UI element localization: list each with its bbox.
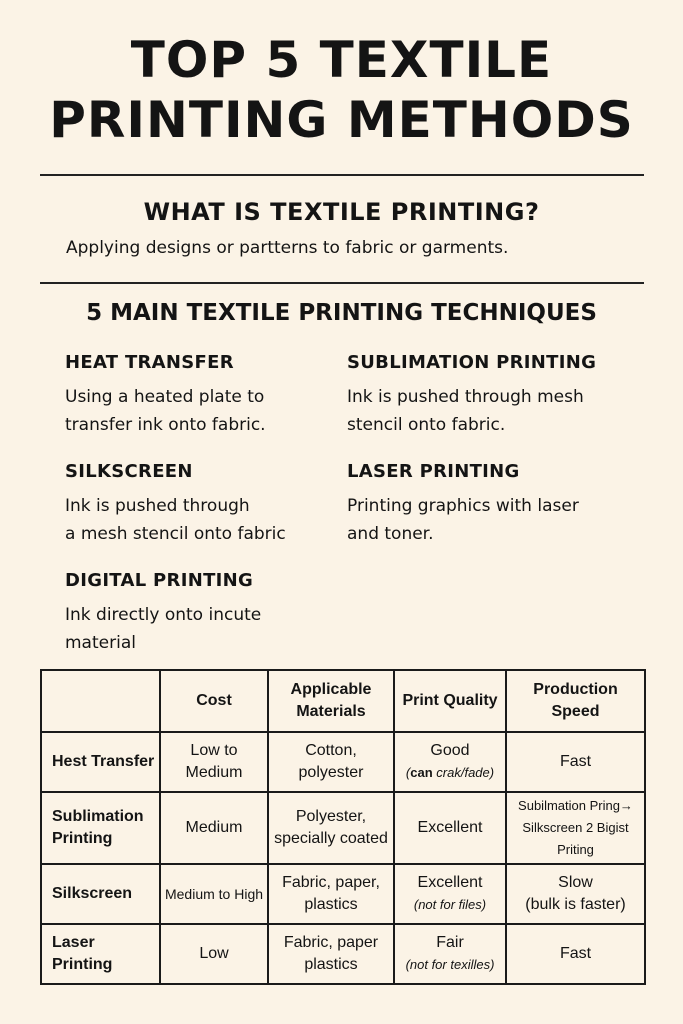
method-title: SUBLIMATION PRINTING <box>347 352 597 373</box>
cost-cell: Low <box>160 924 268 984</box>
header-cell: Print Quality <box>394 670 506 732</box>
speed-line: Subilmation Pring→ <box>518 798 633 813</box>
divider <box>40 174 644 176</box>
table-header-row <box>41 670 645 732</box>
speed-line: Silkscreen 2 Bigist Priting <box>522 820 629 857</box>
method-laser <box>347 461 647 548</box>
method-desc-line: Using a heated plate to <box>65 387 265 407</box>
method-desc-line: Ink is pushed through <box>65 496 250 516</box>
title-line-2: PRINTING METHODS <box>49 91 634 149</box>
cost-cell: Medium <box>160 792 268 864</box>
cost-cell: Low to Medium <box>160 732 268 792</box>
method-silkscreen <box>65 461 365 548</box>
method-desc-line: material <box>65 633 136 653</box>
method-title: DIGITAL PRINTING <box>65 570 254 591</box>
materials-cell: Fabric, paper plastics <box>268 924 394 984</box>
method-title: SILKSCREEN <box>65 461 193 482</box>
header-cell: Production Speed <box>506 670 645 732</box>
table-row <box>41 792 645 864</box>
quality-note-open: ( <box>405 765 411 780</box>
method-desc-line: Ink directly onto incute <box>65 605 262 625</box>
materials-cell: Polyester, specially coated <box>268 792 394 864</box>
materials-cell: Cotton, polyester <box>268 732 394 792</box>
method-desc-line: a mesh stencil onto fabric <box>65 524 286 544</box>
quality-value: Excellent <box>417 874 483 891</box>
quality-value: Fair <box>436 934 464 951</box>
quality-note-bold: can <box>410 765 433 780</box>
quality-cell <box>394 732 506 792</box>
quality-cell <box>394 864 506 924</box>
method-sublimation <box>347 352 647 439</box>
header-cell <box>41 670 160 732</box>
table-row <box>41 864 645 924</box>
speed-cell: Fast <box>506 924 645 984</box>
cost-cell: Medium to High <box>160 864 268 924</box>
method-desc-line: Ink is pushed through mesh <box>347 387 584 407</box>
intro-heading: WHAT IS TEXTILE PRINTING? <box>143 198 540 226</box>
quality-cell: Excellent <box>394 792 506 864</box>
method-heat-transfer <box>65 352 365 439</box>
table-row <box>41 732 645 792</box>
intro-text: Applying designs or partterns to fabric or garments. <box>66 238 509 258</box>
method-digital <box>65 570 365 657</box>
speed-line: Slow <box>558 874 593 891</box>
table-row <box>41 924 645 984</box>
quality-note <box>398 762 502 784</box>
quality-value: Good <box>430 742 470 759</box>
title-line-1: TOP 5 TEXTILE <box>130 31 553 89</box>
method-desc-line: transfer ink onto fabric. <box>65 415 266 435</box>
techniques-heading: 5 MAIN TEXTILE PRINTING TECHNIQUES <box>86 300 597 326</box>
method-desc-line: and toner. <box>347 524 434 544</box>
method-title: HEAT TRANSFER <box>65 352 234 373</box>
method-title: LASER PRINTING <box>347 461 520 482</box>
page-title <box>0 30 683 150</box>
quality-note: (not for texilles) <box>405 957 495 972</box>
quality-note-text: crak/fade) <box>436 765 495 780</box>
row-method: Laser Printing <box>41 924 160 984</box>
header-cell: Cost <box>160 670 268 732</box>
divider <box>40 282 644 284</box>
method-desc-line: stencil onto fabric. <box>347 415 506 435</box>
header-cell: Applicable Materials <box>268 670 394 732</box>
materials-cell: Fabric, paper, plastics <box>268 864 394 924</box>
speed-cell: Fast <box>506 732 645 792</box>
speed-line: (bulk is faster) <box>525 896 626 913</box>
speed-cell <box>506 792 645 864</box>
row-method: Sublimation Printing <box>41 792 160 864</box>
comparison-table <box>40 669 646 985</box>
quality-cell <box>394 924 506 984</box>
row-method: Hest Transfer <box>41 732 160 792</box>
speed-cell <box>506 864 645 924</box>
quality-note: (not for files) <box>413 897 487 912</box>
row-method: Silkscreen <box>41 864 160 924</box>
method-desc-line: Printing graphics with laser <box>347 496 579 516</box>
